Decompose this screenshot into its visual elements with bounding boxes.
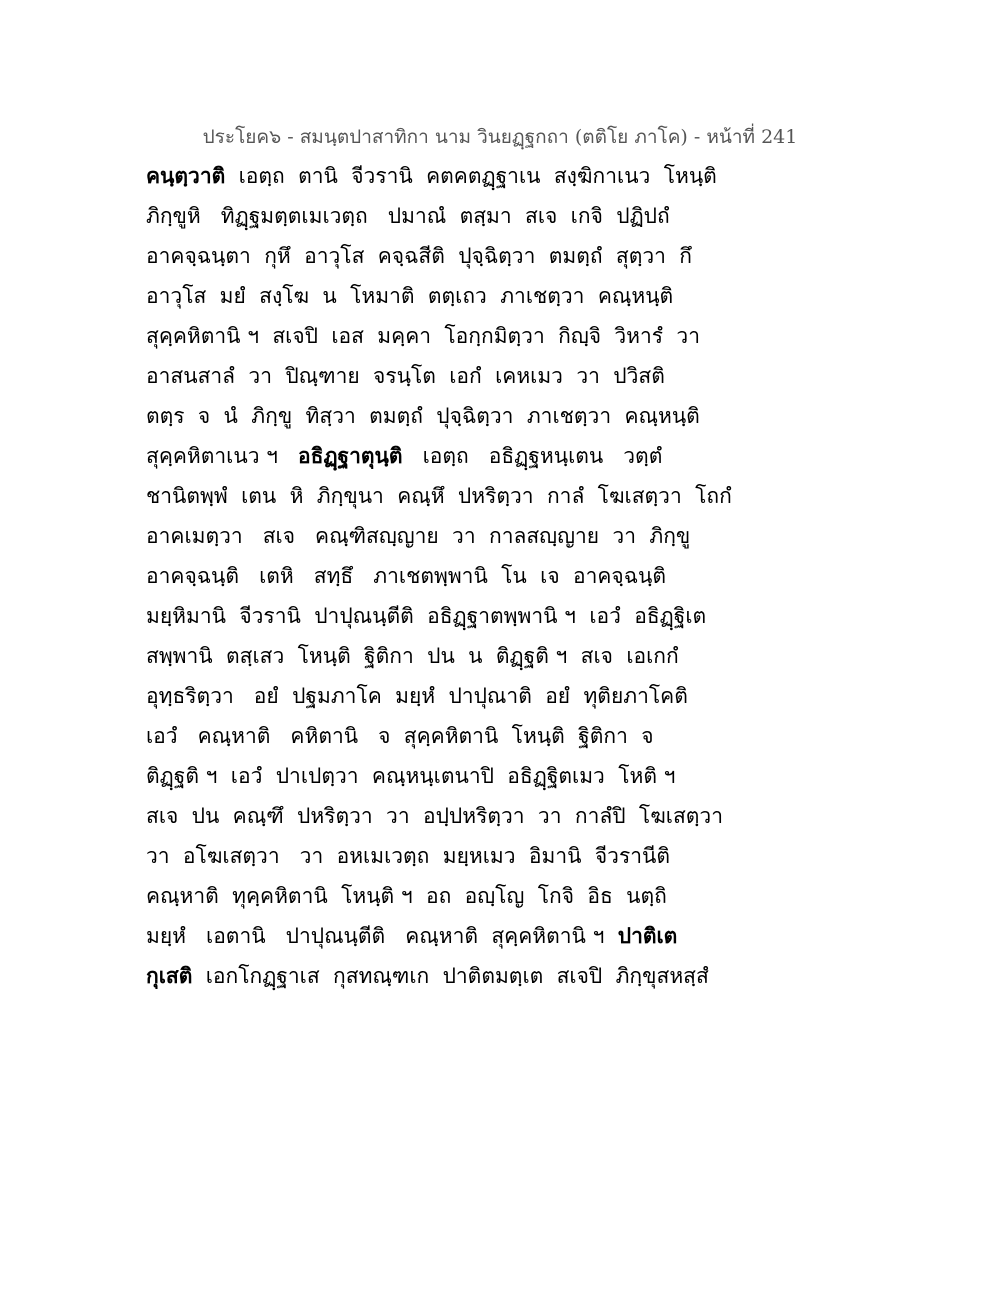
text-line [146,756,676,796]
text-line [146,836,671,876]
text-line [146,476,732,516]
line-text: เอตฺถ อธิฏฺฐหนฺเตน วตฺตํ [402,444,663,468]
line-text: เอตฺถ ตานิ จีวรานิ คตคตฏฺฐาเน สงฺฆิกาเนว โหนฺติ [225,164,717,188]
line-text: คณฺหาติ ทุคฺคหิตานิ โหนฺติ ฯ อถ อญฺโญ โกจิ อิธ นตฺถิ [146,884,667,908]
text-line [146,516,691,556]
page-header: ประโยค๖ - สมนฺตปาสาทิกา นาม วินยฏฺฐกถา (ตติโย ภาโค) - หน้าที่ 241 [202,126,798,148]
line-text: อาคจฺฉนฺตา กุหึ อาวุโส คจฺฉสีติ ปุจฺฉิตฺวา ตมตฺถํ สุตฺวา กึ [146,244,693,268]
text-line [146,676,688,716]
line-text: ชานิตพฺพํ เตน หิ ภิกฺขุนา คณฺหึ ปหริตฺวา กาลํ โฆเสตฺวา โถกํ [146,484,732,508]
line-text: มยฺหํ เอตานิ ปาปุณนฺตีติ คณฺหาติ สุคฺคหิตานิ ฯ [146,924,618,948]
text-line [146,556,666,596]
line-text: อาคจฺฉนฺติ เตหิ สทฺธึ ภาเชตพฺพานิ โน เจ อาคจฺฉนฺติ [146,564,667,588]
line-text: สเจ ปน คณฺฑึ ปหริตฺวา วา อปฺปหริตฺวา วา กาลํปิ โฆเสตฺวา [146,804,723,828]
line-text: ภิกฺขูหิ ทิฏฺฐมตฺตเมเวตฺถ ปมาณํ ตสฺมา สเจ เกจิ ปฏิปถํ [146,204,670,228]
text-line [146,436,666,476]
text-line [146,316,701,356]
text-line [146,876,666,916]
text-line [146,356,666,396]
line-text: อาสนสาลํ วา ปิณฺฑาย จรนฺโต เอกํ เคหเมว วา ปวิสติ [146,364,665,388]
text-line [146,276,674,316]
text-line [146,916,678,956]
bold-term: ปาติเต [617,923,678,948]
bold-term: อธิฏฺฐาตุนฺติ [298,443,403,468]
text-line [146,956,709,996]
text-line [146,636,679,676]
text-line [146,396,700,436]
text-line [146,236,693,276]
line-text: สุคฺคหิตานิ ฯ สเจปิ เอส มคฺคา โอกฺกมิตฺวา กิญฺจิ วิหารํ วา [146,324,701,348]
line-text: อุทฺธริตฺวา อยํ ปฐมภาโค มยฺหํ ปาปุณาติ อยํ ทุติยภาโคติ [146,684,688,708]
text-line [146,716,666,756]
text-line [146,796,723,836]
line-text: อาวุโส มยํ สงฺโฆ น โหมาติ ตตฺเถว ภาเชตฺวา คณฺหนฺติ [146,284,674,308]
line-text: สพฺพานิ ตสฺเสว โหนฺติ ฐิติกา ปน น ติฏฺฐติ ฯ สเจ เอเกกํ [146,644,679,668]
text-line [146,196,670,236]
line-text: เอวํ คณฺหาติ คหิตานิ จ สุคฺคหิตานิ โหนฺติ ฐิติกา จ [146,724,654,748]
text-line [146,596,707,636]
body-text [146,156,732,996]
line-text: ตตฺร จ นํ ภิกฺขู ทิสฺวา ตมตฺถํ ปุจฺฉิตฺวา ภาเชตฺวา คณฺหนฺติ [146,404,700,428]
bold-term: คนฺตฺวาติ [146,163,226,188]
line-text: วา อโฆเสตฺวา วา อหเมเวตฺถ มยฺหเมว อิมานิ จีวรานีติ [146,844,671,868]
text-line [146,156,717,196]
line-text: สุคฺคหิตาเนว ฯ [146,444,299,468]
bold-term: กุเสติ [146,963,193,988]
line-text: มยฺหิมานิ จีวรานิ ปาปุณนฺตีติ อธิฏฺฐาตพฺพานิ ฯ เอวํ อธิฏฺฐิเต [146,604,707,628]
line-text: อาคเมตฺวา สเจ คณฺฑิสญฺญาย วา กาลสญฺญาย วา ภิกฺขู [146,524,691,548]
line-text: เอกโกฏฺฐาเส กุสทณฺฑเก ปาติตมตฺเต สเจปิ ภิกฺขุสหสฺสํ [192,964,709,988]
line-text: ติฏฺฐติ ฯ เอวํ ปาเปตฺวา คณฺหนฺเตนาปิ อธิฏฺฐิตเมว โหติ ฯ [146,764,676,788]
